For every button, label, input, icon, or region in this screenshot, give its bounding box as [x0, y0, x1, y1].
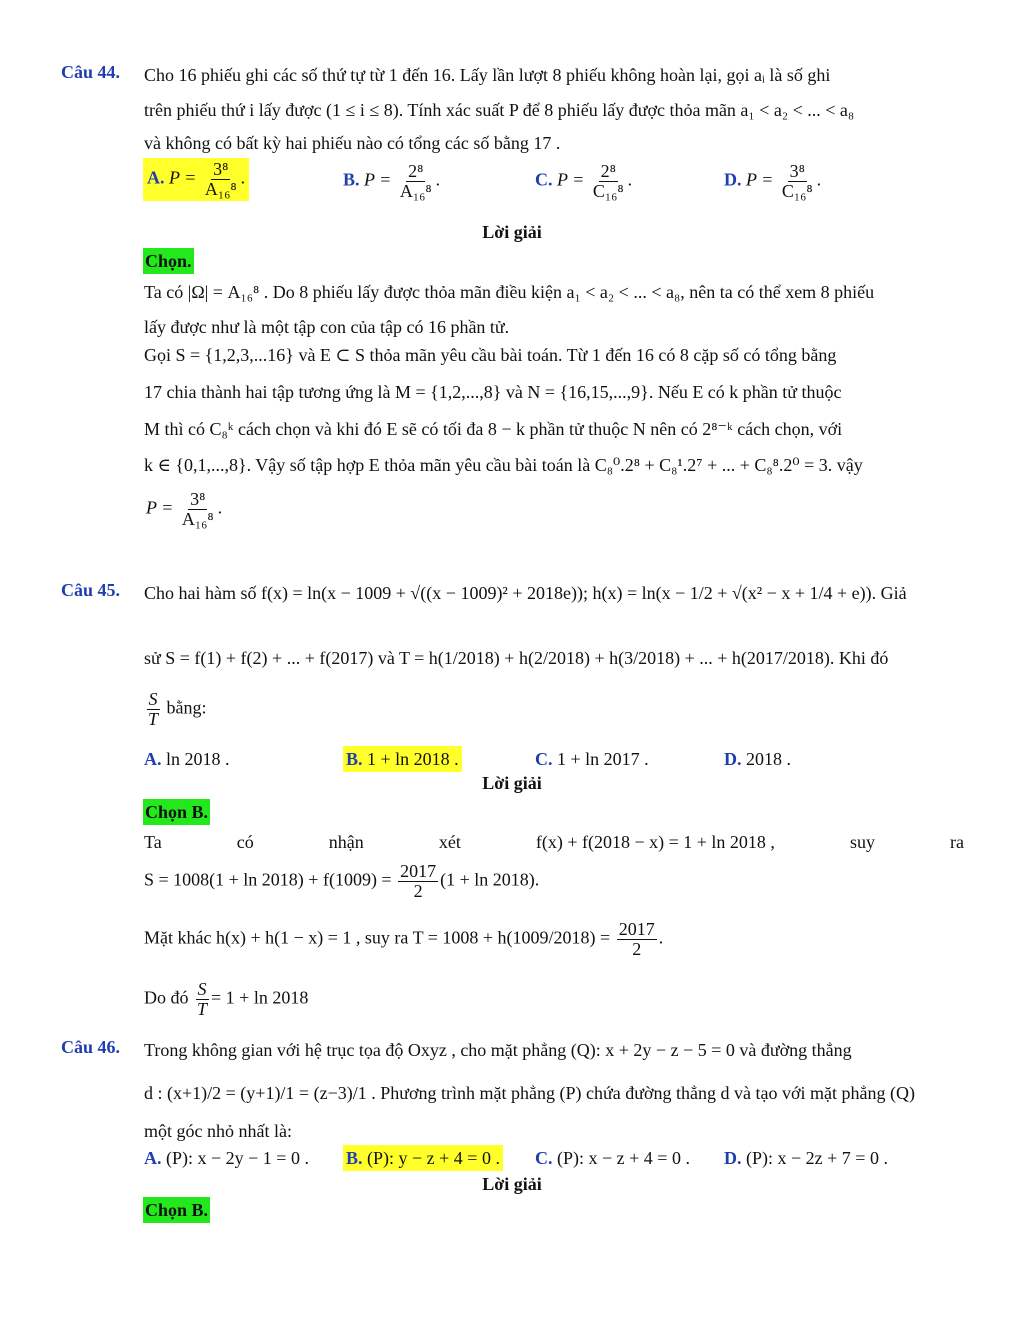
q46-solution-heading: Lời giải [482, 1174, 542, 1194]
q45-sol-line-2: S = 1008(1 + ln 2018) + f(1009) = $\frac{2017}{2}$ (1 + ln 2018). [144, 861, 540, 901]
q44-a-fraction: $\frac{\text{3⁸}}{\text{A₁₆⁸}}$ [204, 159, 237, 199]
q46-line-1: Trong không gian với hệ trục tọa độ Oxyz , cho mặt phẳng (Q): x + 2y − z − 5 = 0 và đường thẳng [144, 1040, 852, 1060]
question-45-number: Câu 45. [61, 580, 121, 600]
q46-answer-badge: Chọn B. [143, 1197, 210, 1223]
q46-line-2: d : (x+1)/2 = (y+1)/1 = (z−3)/1 . Phương trình mặt phẳng (P) chứa đường thẳng d và tạo với mặt phẳng (Q) [144, 1083, 915, 1103]
q46-line-3: một góc nhỏ nhất là: [144, 1121, 292, 1141]
q44-sol-line-6: k ∈ {0,1,...,8}. Vậy số tập hợp E thỏa mãn yêu cầu bài toán là C₈⁰.2⁸ + C₈¹.2⁷ + ... + C₈⁸.2⁰ = 3. vậy [144, 455, 863, 475]
q46-option-a: A. (P): x − 2y − 1 = 0 . [144, 1148, 309, 1168]
q44-option-a: A. P = $\frac{\text{3⁸}}{\text{A₁₆⁸}}$ . [143, 158, 249, 201]
q44-answer-badge: Chọn. [143, 248, 194, 274]
q45-option-c: C. 1 + ln 2017 . [535, 749, 649, 769]
q44-option-b: B. P = $\frac{\text{2⁸}}{\text{A₁₆⁸}}$ . [343, 161, 441, 201]
q44-sol-result: P = $\frac{\text{3⁸}}{\text{A₁₆⁸}}$ . [146, 489, 223, 529]
q44-line-3: và không có bất kỳ hai phiếu nào có tổng các số bằng 17 . [144, 133, 561, 153]
q45-sol-line-4: Do đó $\frac{S}{T}$ = 1 + ln 2018 [144, 979, 309, 1019]
q45-sol-line-3: Mặt khác h(x) + h(1 − x) = 1 , suy ra T = 1008 + h(1009/2018) = $\frac{2017}{2}$ . [144, 919, 664, 959]
q46-option-c: C. (P): x − z + 4 = 0 . [535, 1148, 690, 1168]
q44-option-c: C. P = $\frac{\text{2⁸}}{\text{C₁₆⁸}}$ . [535, 161, 633, 201]
q45-solution-heading: Lời giải [482, 773, 542, 793]
q46-option-b: B. (P): y − z + 4 = 0 . [343, 1145, 503, 1171]
q44-option-d: D. P = $\frac{\text{3⁸}}{\text{C₁₆⁸}}$ . [724, 161, 822, 201]
q44-line-1: Cho 16 phiếu ghi các số thứ tự từ 1 đến 16. Lấy lần lượt 8 phiếu không hoàn lại, gọi aᵢ là số ghi [144, 65, 831, 85]
q45-option-b: B. 1 + ln 2018 . [343, 746, 462, 772]
q44-sol-line-1: Ta có |Ω| = A₁₆⁸ . Do 8 phiếu lấy được thỏa mãn điều kiện a₁ < a₂ < ... < a₈, nên ta có thể xem 8 phiếu [144, 282, 875, 302]
q45-option-a: A. ln 2018 . [144, 749, 230, 769]
q45-line-1: Cho hai hàm số f(x) = ln(x − 1009 + √((x − 1009)² + 2018e)); h(x) = ln(x − 1/2 + √(x² − x + 1/4 + e)). Giả [144, 583, 907, 603]
q45-line-3: $\frac{S}{T}$ bằng: [148, 689, 207, 729]
q44-sol-line-3: Gọi S = {1,2,3,...16} và E ⊂ S thỏa mãn yêu cầu bài toán. Từ 1 đến 16 có 8 cặp số có tổng bằng [144, 345, 837, 365]
q44-solution-heading: Lời giải [482, 222, 542, 242]
q44-sol-line-5: M thì có C₈ᵏ cách chọn và khi đó E sẽ có tối đa 8 − k phần tử thuộc N nên có 2⁸⁻ᵏ cách chọn, với [144, 419, 843, 439]
q45-sol-line-1: Ta có nhận xét f(x) + f(2018 − x) = 1 + ln 2018 , suy ra [144, 832, 964, 852]
q46-option-d: D. (P): x − 2z + 7 = 0 . [724, 1148, 888, 1168]
question-44-number: Câu 44. [61, 62, 121, 82]
q44-sol-line-2: lấy được như là một tập con của tập có 16 phần tử. [144, 317, 510, 337]
q45-answer-badge: Chọn B. [143, 799, 210, 825]
question-46-number: Câu 46. [61, 1037, 121, 1057]
q44-line-2: trên phiếu thứ i lấy được (1 ≤ i ≤ 8). Tính xác suất P để 8 phiếu lấy được thỏa mãn a₁ < a₂ < ... < a₈ [144, 100, 855, 120]
q45-option-d: D. 2018 . [724, 749, 791, 769]
q45-line-2: sử S = f(1) + f(2) + ... + f(2017) và T = h(1/2018) + h(2/2018) + h(3/2018) + ... + h(2017/2018). Khi đó [144, 648, 889, 668]
q44-sol-line-4: 17 chia thành hai tập tương ứng là M = {1,2,...,8} và N = {16,15,...,9}. Nếu E có k phần tử thuộc [144, 382, 842, 402]
